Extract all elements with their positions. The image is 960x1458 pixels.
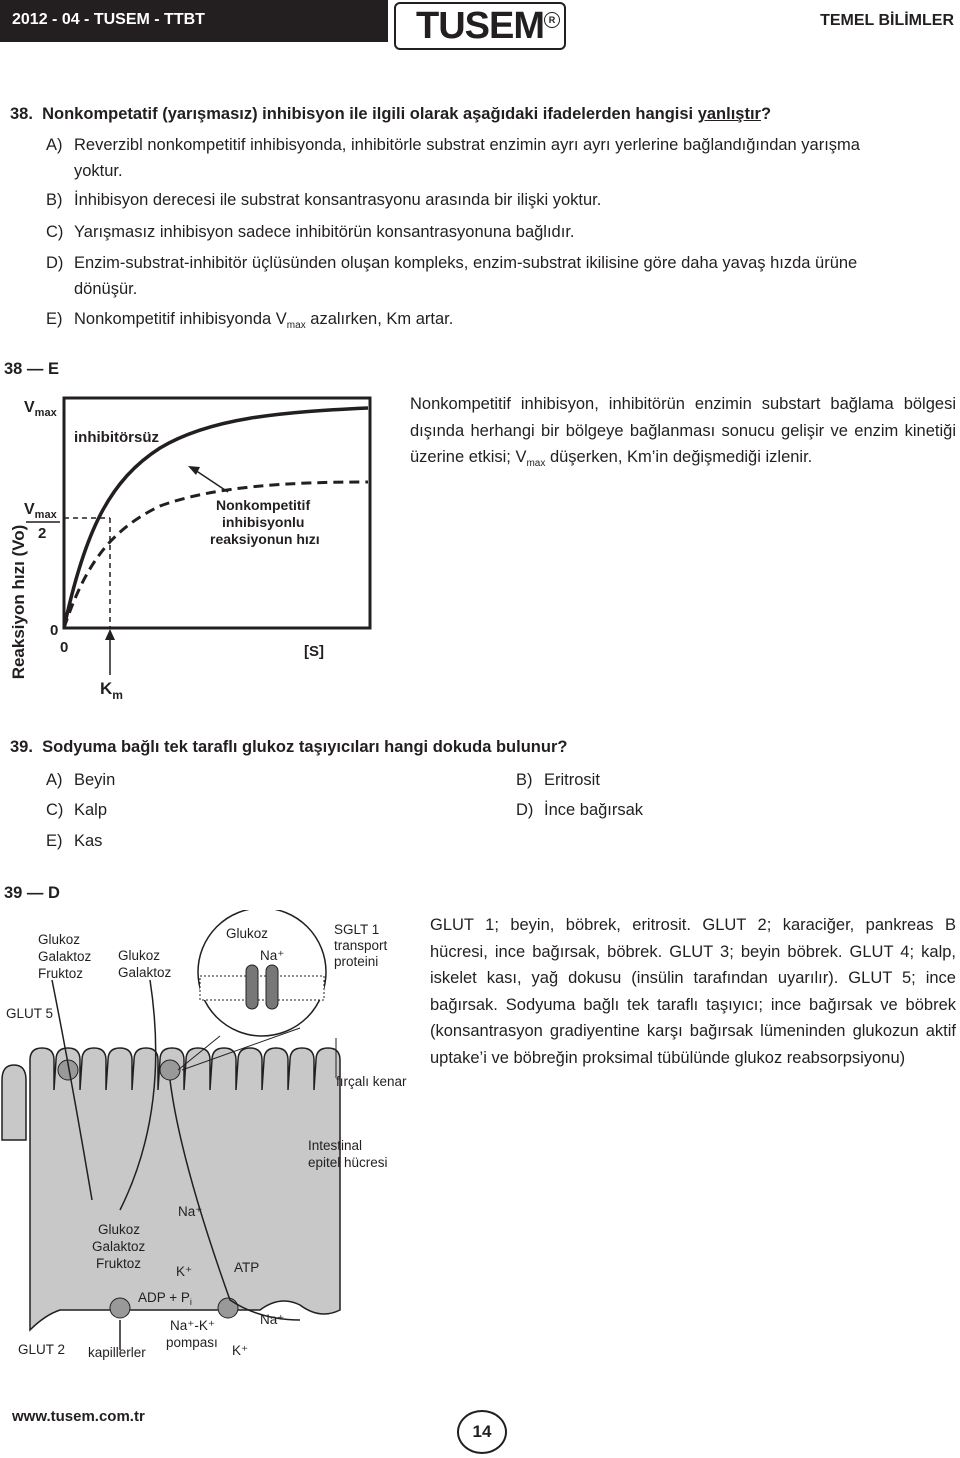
q39-option-b [516,767,600,793]
label-inset-glucose: Glukoz [226,926,269,941]
option-text: Reverzibl nonkompetitif inhibisyonda, inhibitörle substrat enzimin ayrı ayrı yerlerine bağlandığından yarışma [74,136,860,154]
label-top-mid-1: Glukoz [118,948,161,963]
na-k-pump [218,1298,238,1318]
q38-option-e [46,306,956,339]
option-text-cont: dönüşür. [74,280,138,298]
graph-half-denominator: 2 [38,525,47,542]
label-sglt-1: SGLT 1 [334,922,380,937]
tusem-logo [394,2,566,50]
q39-option-a [46,767,115,793]
option-letter: D) [516,801,534,819]
label-inner-2: Galaktoz [92,1239,146,1254]
label-cell-1: Intestinal [308,1138,363,1153]
option-letter: A) [46,771,63,789]
inset-membrane [200,976,324,1000]
graph-xlabel: [S] [304,643,324,660]
option-text: İnhibisyon derecesi ile substrat konsantrasyonu arasında bir ilişki yoktur. [74,191,602,209]
q39-explanation: GLUT 1; beyin, böbrek, eritrosit. GLUT 2; karaciğer, pankreas B hücresi, ince bağırsak, böbrek. GLUT 3; beyin böbrek. GLUT 4; kalp, iskelet kası, yağ dokusu (insülin tarafından uyarılır). GLUT 5; ince bağırsak. Sodyuma bağlı tek taraflı taşıyıcı; ince bağırsak ve böbrek (konsantrasyon gradiyentine karşı bağırsak lümeninden glukozun aktif uptake’i ve böbreğin proksimal tübülünde glukoz reabsorpsiyonu) [430,916,956,1067]
label-na-top: Na⁺ [178,1204,203,1219]
header-exam-code: 2012 - 04 - TUSEM - TTBT [12,11,205,28]
option-text: Eritrosit [544,771,600,789]
label-na-out: Na⁺ [260,1312,285,1327]
graph-vmax-label: $V_{max}$ [24,399,57,419]
q38-option-b [46,187,956,213]
option-letter: B) [516,771,533,789]
explanation-text-end: düşerken, Km’in değişmediği izlenir. [545,448,813,466]
label-sglt-2: transport [334,938,388,953]
label-cell-2: epitel hücresi [308,1155,388,1170]
q38-option-d [46,250,956,302]
graph-origin: 0 [50,622,59,639]
arrow-to-curve [195,470,228,492]
inset-protein-1 [246,965,258,1009]
option-text: Kas [74,832,103,850]
epithelial-cell [2,1065,26,1140]
label-glut5: GLUT 5 [6,1006,54,1021]
q39-answer: 39 — D [4,884,60,902]
curve-label-inhibited-2: inhibisyonlu [222,514,305,530]
option-letter: E) [46,310,63,328]
km-arrow-head [105,629,115,640]
option-letter: D) [46,254,64,272]
q38-title-text: Nonkompetatif (yarışmasız) inhibisyon ile ilgili olarak aşağıdaki ifadelerden hangisi [42,105,698,123]
q39-number: 39. [10,738,33,756]
label-inner-1: Glukoz [98,1222,141,1237]
option-text: Beyin [74,771,116,789]
q38-explanation [410,391,956,478]
curve-label-inhibited-3: reaksiyonun hızı [210,531,320,547]
graph-x-zero: 0 [60,639,69,656]
vmax-subscript: max [286,320,306,331]
option-text: İnce bağırsak [544,801,644,819]
q38-title [10,101,950,127]
option-text: Kalp [74,801,108,819]
label-pump-1: Na⁺-K⁺ [170,1318,216,1333]
option-text: Nonkompetitif inhibisyonda V [74,310,287,328]
arrow-head [188,466,200,475]
q38-option-c [46,219,956,245]
glut2-transporter [110,1298,130,1318]
header-section-title: TEMEL BİLİMLER [820,12,954,29]
label-k-in: K⁺ [176,1264,193,1279]
option-text-cont: yoktur. [74,162,123,180]
option-letter: C) [46,801,64,819]
label-top-left-3: Fruktoz [38,966,84,981]
label-adp: ADP + $P_i$ [138,1290,192,1307]
enzyme-kinetics-graph [0,390,380,710]
label-top-left-1: Glukoz [38,932,81,947]
label-inset-na: Na⁺ [260,948,285,963]
label-sglt-3: proteini [334,954,379,969]
footer-url[interactable]: www.tusem.com.tr [12,1408,145,1425]
curve-label-inhibited-1: Nonkompetitif [216,497,311,513]
option-letter: C) [46,223,64,241]
curve-label-uninhibited: inhibitörsüz [74,429,159,446]
explanation-text: Nonkompetitif inhibisyon, inhibitörün enzimin substart bağlama bölgesi dışında herhangi bir bölgeye bağlanması sonucu gelişir ve enzim kinetiği üzerine etkisi; V [410,395,956,466]
graph-vmax-half-label: $V_{max}$ [24,501,57,521]
label-pump-2: pompası [166,1335,218,1350]
label-atp: ATP [234,1260,260,1275]
label-k-out: K⁺ [232,1343,249,1358]
label-glut2: GLUT 2 [18,1342,66,1357]
q38-number: 38. [10,105,33,123]
cell-membrane [30,1048,340,1330]
option-text: Yarışmasız inhibisyon sadece inhibitörün konsantrasyonuna bağlıdır. [74,223,575,241]
q39-option-d [516,797,643,823]
option-letter: B) [46,191,63,209]
registered-mark-icon: R [544,12,560,28]
option-text: Enzim-substrat-inhibitör üçlüsünden oluşan kompleks, enzim-substrat ikilisine göre daha yavaş hızda ürüne [74,254,858,272]
graph-ylabel: Reaksiyon hızı (Vo) [9,524,28,680]
graph-km-label: $K_m$ [100,679,123,702]
q38-answer: 38 — E [4,360,60,378]
sglt1-transporter [160,1060,180,1080]
option-letter: A) [46,136,63,154]
q38-option-a [46,132,956,184]
q38-title-underlined: yanlıştır [697,105,761,123]
option-text-end: azalırken, Km artar. [305,310,454,328]
q38-title-end: ? [760,105,772,123]
inset-protein-2 [266,965,278,1009]
q39-option-e [46,828,102,854]
label-capillary: kapillerler [88,1345,146,1360]
intestinal-transport-diagram [0,910,420,1370]
label-top-mid-2: Galaktoz [118,965,172,980]
q39-title-text: Sodyuma bağlı tek taraflı glukoz taşıyıcıları hangi dokuda bulunur? [42,738,568,756]
label-brush-border: fırçalı kenar [336,1074,407,1089]
page-number: 14 [457,1410,507,1454]
q39-option-c [46,797,107,823]
logo-text: TUSEM [416,5,544,47]
label-inner-3: Fruktoz [96,1256,142,1271]
explanation-subscript: max [526,458,546,469]
q39-title [10,734,950,760]
label-top-left-2: Galaktoz [38,949,92,964]
option-letter: E) [46,832,63,850]
